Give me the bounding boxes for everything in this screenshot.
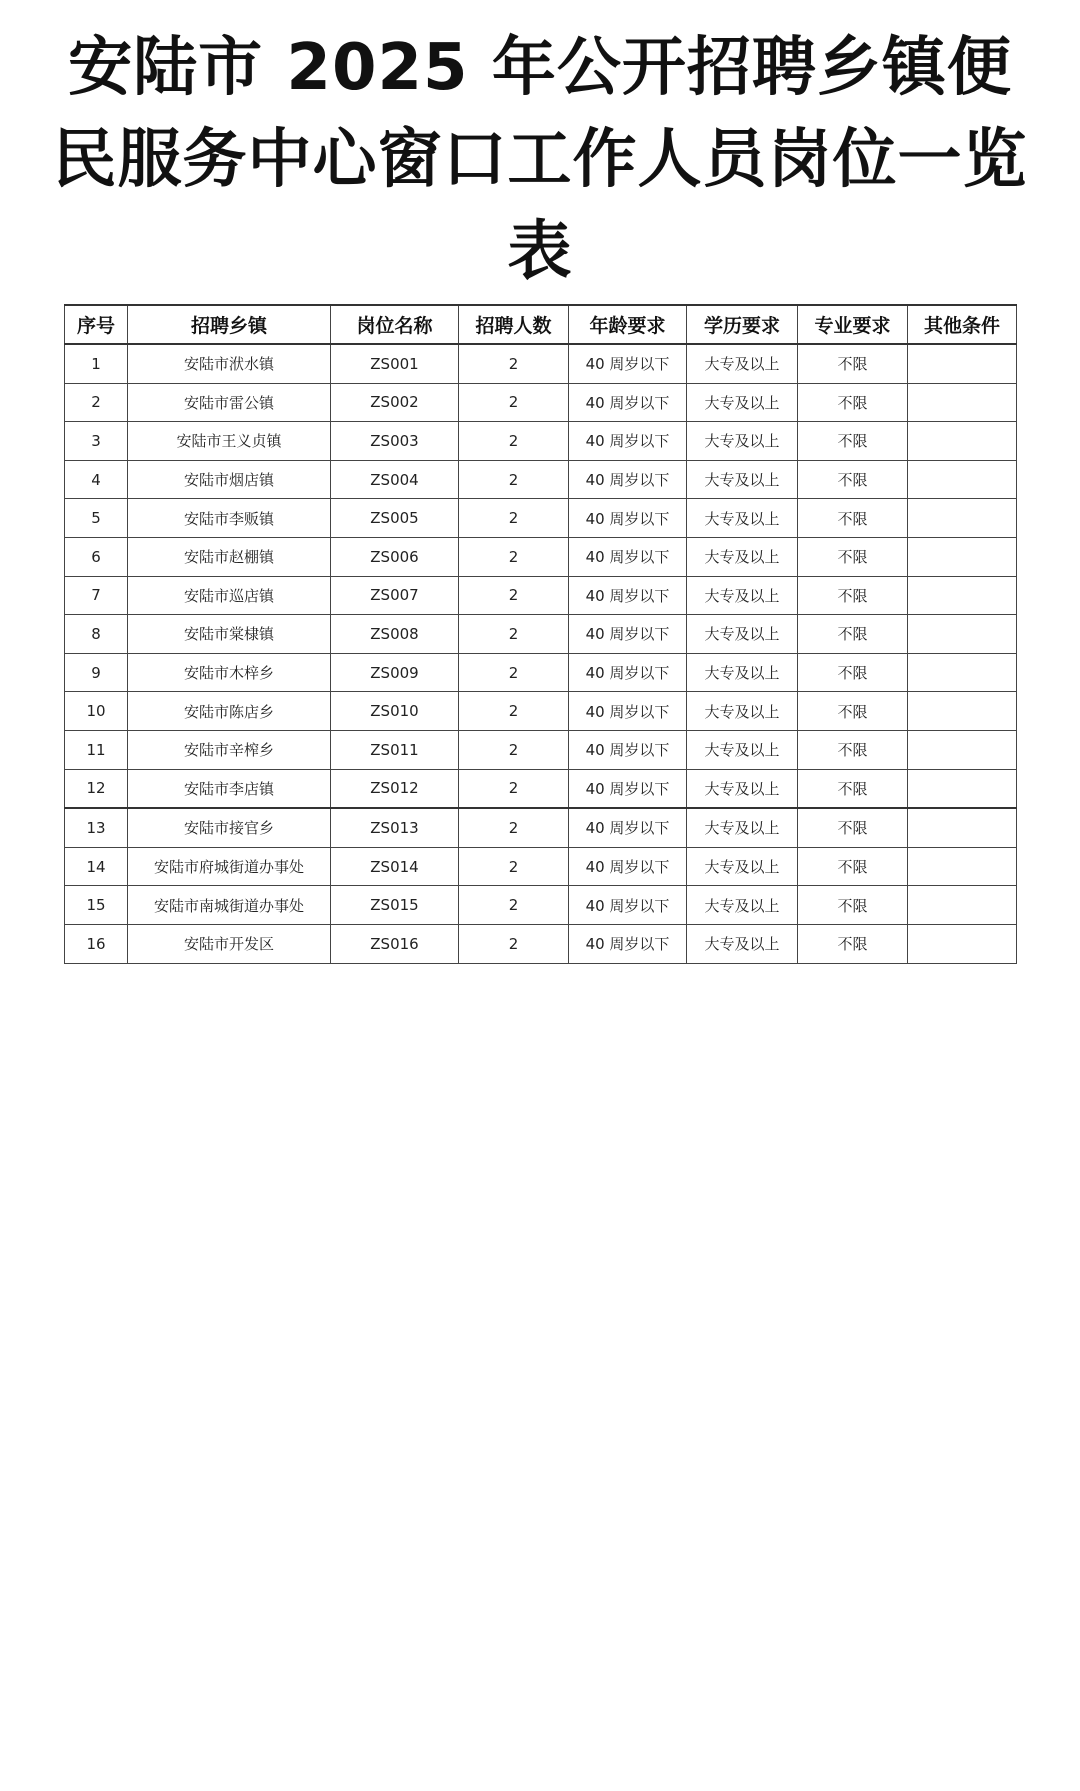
cell-no: 5 [65,499,128,538]
cell-post: ZS015 [331,886,459,925]
cell-education: 大专及以上 [687,344,798,383]
cell-count: 2 [459,808,569,847]
cell-education: 大专及以上 [687,422,798,461]
cell-age: 40 周岁以下 [569,653,687,692]
cell-no: 3 [65,422,128,461]
cell-other [908,383,1017,422]
cell-major: 不限 [798,615,908,654]
cell-count: 2 [459,460,569,499]
cell-major: 不限 [798,576,908,615]
table-row [65,730,1017,769]
cell-post: ZS009 [331,653,459,692]
cell-post: ZS002 [331,383,459,422]
cell-education: 大专及以上 [687,615,798,654]
cell-other [908,808,1017,847]
cell-count: 2 [459,576,569,615]
cell-other [908,886,1017,925]
cell-other [908,499,1017,538]
cell-education: 大专及以上 [687,886,798,925]
cell-education: 大专及以上 [687,576,798,615]
cell-major: 不限 [798,383,908,422]
cell-post: ZS008 [331,615,459,654]
header-cell-no: 序号 [65,305,128,344]
cell-post: ZS012 [331,769,459,808]
table-row [65,499,1017,538]
cell-age: 40 周岁以下 [569,615,687,654]
header-cell-age: 年龄要求 [569,305,687,344]
cell-town: 安陆市赵棚镇 [128,537,331,576]
cell-no: 1 [65,344,128,383]
cell-major: 不限 [798,692,908,731]
cell-major: 不限 [798,847,908,886]
cell-post: ZS005 [331,499,459,538]
cell-education: 大专及以上 [687,808,798,847]
cell-age: 40 周岁以下 [569,692,687,731]
cell-other [908,730,1017,769]
cell-age: 40 周岁以下 [569,847,687,886]
cell-major: 不限 [798,653,908,692]
cell-no: 7 [65,576,128,615]
cell-town: 安陆市李店镇 [128,769,331,808]
cell-education: 大专及以上 [687,383,798,422]
cell-education: 大专及以上 [687,692,798,731]
cell-town: 安陆市棠棣镇 [128,615,331,654]
header-cell-education: 学历要求 [687,305,798,344]
cell-age: 40 周岁以下 [569,886,687,925]
cell-major: 不限 [798,344,908,383]
cell-education: 大专及以上 [687,924,798,963]
cell-town: 安陆市烟店镇 [128,460,331,499]
table-row [65,422,1017,461]
cell-no: 6 [65,537,128,576]
cell-no: 15 [65,886,128,925]
cell-count: 2 [459,499,569,538]
table-row [65,653,1017,692]
cell-post: ZS014 [331,847,459,886]
cell-count: 2 [459,924,569,963]
cell-age: 40 周岁以下 [569,576,687,615]
table-row [65,615,1017,654]
cell-no: 2 [65,383,128,422]
cell-other [908,847,1017,886]
table-row [65,886,1017,925]
cell-other [908,769,1017,808]
cell-town: 安陆市李贩镇 [128,499,331,538]
cell-major: 不限 [798,499,908,538]
cell-major: 不限 [798,769,908,808]
header-cell-count: 招聘人数 [459,305,569,344]
cell-post: ZS006 [331,537,459,576]
cell-major: 不限 [798,460,908,499]
table-row [65,537,1017,576]
cell-age: 40 周岁以下 [569,499,687,538]
cell-town: 安陆市王义贞镇 [128,422,331,461]
cell-town: 安陆市南城街道办事处 [128,886,331,925]
header-cell-town: 招聘乡镇 [128,305,331,344]
cell-count: 2 [459,730,569,769]
table-row [65,847,1017,886]
cell-age: 40 周岁以下 [569,537,687,576]
cell-other [908,537,1017,576]
cell-major: 不限 [798,808,908,847]
cell-post: ZS001 [331,344,459,383]
cell-count: 2 [459,383,569,422]
table-row [65,576,1017,615]
cell-education: 大专及以上 [687,730,798,769]
cell-town: 安陆市辛榨乡 [128,730,331,769]
cell-no: 8 [65,615,128,654]
table-row [65,769,1017,808]
cell-other [908,344,1017,383]
cell-post: ZS013 [331,808,459,847]
cell-count: 2 [459,692,569,731]
cell-other [908,460,1017,499]
table-row [65,460,1017,499]
cell-other [908,692,1017,731]
header-cell-major: 专业要求 [798,305,908,344]
cell-other [908,576,1017,615]
cell-age: 40 周岁以下 [569,808,687,847]
cell-other [908,653,1017,692]
positions-table [64,304,1017,964]
table-row [65,808,1017,847]
cell-other [908,615,1017,654]
cell-town: 安陆市接官乡 [128,808,331,847]
cell-count: 2 [459,422,569,461]
cell-age: 40 周岁以下 [569,422,687,461]
cell-count: 2 [459,653,569,692]
cell-major: 不限 [798,537,908,576]
cell-education: 大专及以上 [687,460,798,499]
cell-age: 40 周岁以下 [569,344,687,383]
table-header-row [65,305,1017,344]
cell-age: 40 周岁以下 [569,924,687,963]
cell-age: 40 周岁以下 [569,383,687,422]
cell-other [908,422,1017,461]
cell-post: ZS010 [331,692,459,731]
table-body [65,344,1017,963]
header-cell-post: 岗位名称 [331,305,459,344]
cell-no: 13 [65,808,128,847]
table-row [65,383,1017,422]
cell-major: 不限 [798,422,908,461]
table-row [65,344,1017,383]
cell-post: ZS016 [331,924,459,963]
page-title: 安陆市 2025 年公开招聘乡镇便民服务中心窗口工作人员岗位一览表 [52,31,1028,289]
cell-town: 安陆市巡店镇 [128,576,331,615]
cell-no: 16 [65,924,128,963]
cell-education: 大专及以上 [687,499,798,538]
cell-town: 安陆市府城街道办事处 [128,847,331,886]
cell-post: ZS003 [331,422,459,461]
cell-major: 不限 [798,886,908,925]
header-cell-other: 其他条件 [908,305,1017,344]
cell-town: 安陆市洑水镇 [128,344,331,383]
cell-count: 2 [459,344,569,383]
cell-count: 2 [459,615,569,654]
cell-town: 安陆市雷公镇 [128,383,331,422]
cell-count: 2 [459,769,569,808]
cell-post: ZS011 [331,730,459,769]
cell-town: 安陆市开发区 [128,924,331,963]
cell-other [908,924,1017,963]
cell-no: 14 [65,847,128,886]
table-row [65,692,1017,731]
cell-major: 不限 [798,730,908,769]
cell-post: ZS007 [331,576,459,615]
cell-no: 11 [65,730,128,769]
cell-town: 安陆市陈店乡 [128,692,331,731]
cell-age: 40 周岁以下 [569,730,687,769]
cell-education: 大专及以上 [687,653,798,692]
cell-education: 大专及以上 [687,769,798,808]
cell-no: 10 [65,692,128,731]
cell-no: 12 [65,769,128,808]
cell-no: 4 [65,460,128,499]
table-row [65,924,1017,963]
cell-age: 40 周岁以下 [569,769,687,808]
positions-table-container [64,304,1016,964]
cell-count: 2 [459,847,569,886]
cell-age: 40 周岁以下 [569,460,687,499]
cell-count: 2 [459,886,569,925]
cell-town: 安陆市木梓乡 [128,653,331,692]
cell-education: 大专及以上 [687,537,798,576]
cell-count: 2 [459,537,569,576]
cell-major: 不限 [798,924,908,963]
cell-post: ZS004 [331,460,459,499]
cell-education: 大专及以上 [687,847,798,886]
cell-no: 9 [65,653,128,692]
